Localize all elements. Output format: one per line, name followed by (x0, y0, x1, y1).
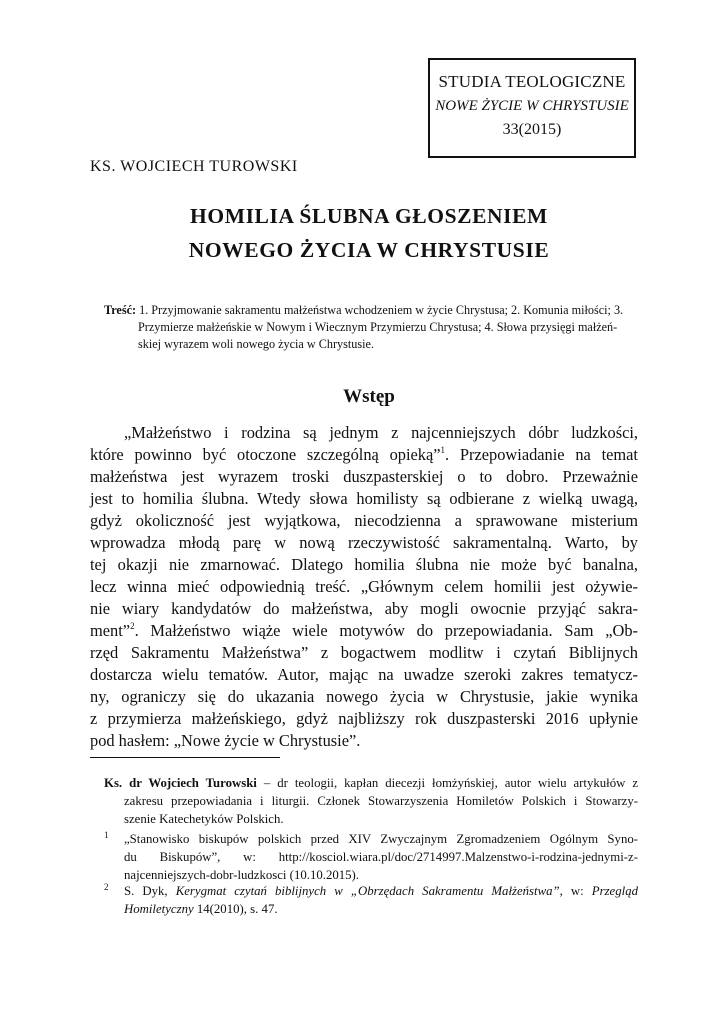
contents-line: Przymierze małżeńskie w Nowym i Wiecznym Przymierzu Chrystusa; 4. Słowa przysięgi małżeń- (138, 320, 618, 334)
journal-subtitle: NOWE ŻYCIE W CHRYSTUSIE (435, 98, 629, 114)
section-heading: Wstęp (343, 386, 395, 407)
journal-name: STUDIA TEOLOGICZNE (438, 72, 626, 91)
article-title-line-1: HOMILIA ŚLUBNA GŁOSZENIEM (190, 204, 548, 228)
body-line: rzęd Sakramentu Małżeństwa” z bogactwem modlitw i czytań Biblijnych (90, 643, 638, 662)
body-line: tej okazji nie zmarnować. Dlatego homilia ślubna nie może być banalna, (90, 555, 638, 574)
body-line: nie wiary kandydatów do małżeństwa, aby mogli owocnie przyjąć sakra- (90, 599, 638, 618)
body-line: lecz winna mieć odpowiednią treść. „Głównym celem homilii jest ożywie- (90, 577, 638, 596)
footnote-line: Homiletyczny 14(2010), s. 47. (124, 902, 278, 916)
footnote-line: du Biskupów”, w: http://kosciol.wiara.pl/doc/2714997.Malzenstwo-i-rodzina-jednymi-z- (124, 850, 638, 864)
article-author: KS. WOJCIECH TUROWSKI (90, 158, 298, 175)
body-line: ny, ograniczy się do ukazania nowego życia w Chrystusie, jakie wynika (90, 687, 638, 706)
article-title-line-2: NOWEGO ŻYCIA W CHRYSTUSIE (188, 238, 550, 262)
footnote-line: szenie Katechetyków Polskich. (124, 812, 284, 826)
author-footnote-name: Ks. dr Wojciech Turowski (104, 776, 257, 790)
body-line: które powinno być otoczone szczególną opieką”$^1$. Przepowiadanie na temat (90, 445, 638, 464)
body-line: małżeństwa jest wyrazem troski duszpasterskiej o to dobro. Przeważnie (90, 467, 638, 486)
contents-line: skiej wyrazem woli nowego życia w Chrystusie. (138, 337, 374, 351)
body-line: ment”$^2$. Małżeństwo wiąże wiele motywów do przepowiadania. Sam „Ob- (90, 621, 638, 640)
body-line: pod hasłem: „Nowe życie w Chrystusie”. (90, 731, 361, 750)
footnote-ref-2[interactable]: 2 (130, 621, 135, 631)
footnote-separator (90, 757, 280, 758)
body-line: wprowadza młodą parę w nową rzeczywistość sakramentalną. Warto, by (90, 533, 638, 552)
body-line: gdyż okoliczność jest wyjątkowa, niecodzienna a sprawowane misterium (90, 511, 638, 530)
footnote-line: zakresu przepowiadania i liturgii. Członek Stowarzyszenia Homiletów Polskich i Stowarzy- (124, 794, 638, 808)
body-line: dostarcza wielu tematów. Autor, mając na uwadze szeroki zakres tematycz- (90, 665, 638, 684)
journal-issue: 33(2015) (502, 121, 562, 138)
footnote-line: najcenniejszych-dobr-ludzkosci (10.10.2015). (124, 868, 359, 882)
footnote-line: Ks. dr Wojciech Turowski – dr teologii, kapłan diecezji łomżyńskiej, autor wielu artykułów z (104, 776, 638, 790)
footnote-ref-1[interactable]: 1 (440, 445, 446, 455)
footnote-line: „Stanowisko biskupów polskich przed XIV Zwyczajnym Zgromadzeniem Ogólnym Syno- (124, 832, 638, 846)
contents-label: Treść: (104, 303, 137, 317)
contents-line: 1. Przyjmowanie sakramentu małżeństwa wchodzeniem w życie Chrystusa; 2. Komunia miłości; 3. (139, 303, 624, 317)
footnote-mark: 2 (104, 882, 109, 892)
journal-header-box (428, 58, 636, 158)
body-line: jest to homilia ślubna. Wtedy słowa homilisty są odbierane z wielką uwagą, (90, 489, 638, 508)
footnote-line: S. Dyk, Kerygmat czytań biblijnych w „Obrzędach Sakramentu Małżeństwa”, w: Przegląd (124, 884, 638, 898)
body-line: z przymierza małżeńskiego, gdyż najbliższy rok duszpasterski 2016 upłynie (90, 709, 638, 728)
footnote-mark: 1 (104, 830, 109, 840)
body-line: „Małżeństwo i rodzina są jednym z najcenniejszych dóbr ludzkości, (124, 423, 638, 442)
